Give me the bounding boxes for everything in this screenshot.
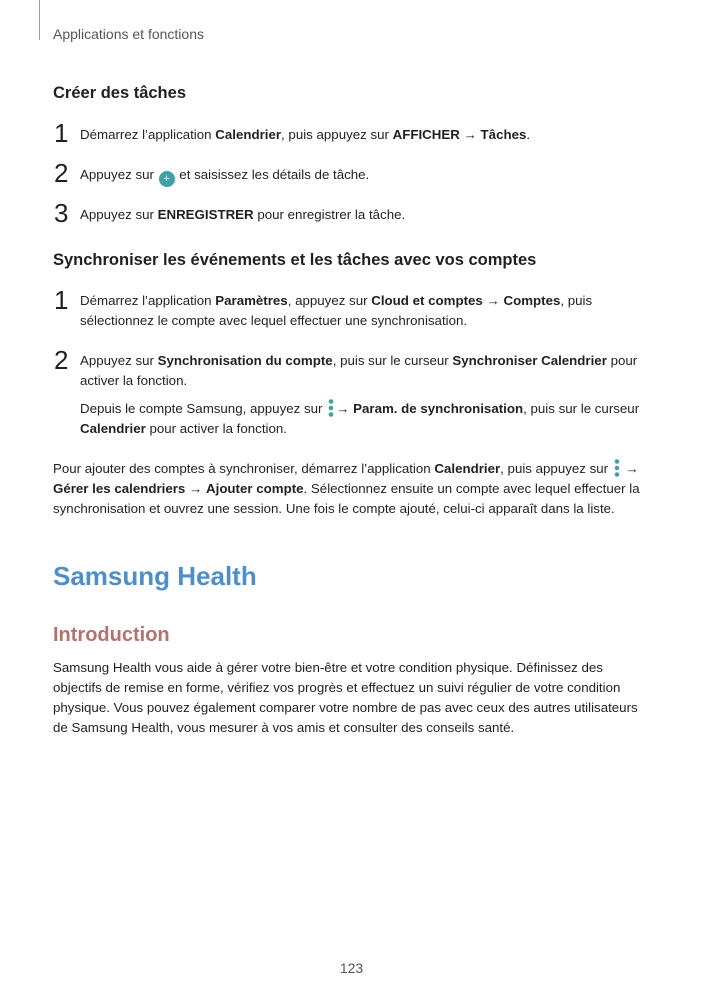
task-step-1: Démarrez l’application Calendrier, puis appuyez sur AFFICHER → Tâches. xyxy=(80,127,531,142)
sync-step-2: Appuyez sur Synchronisation du compte, puis sur le curseur Synchroniser Calendrier pour activer la fonction. xyxy=(80,353,638,388)
header-rule xyxy=(39,0,40,40)
step-number: 3 xyxy=(54,198,69,228)
page-number: 123 xyxy=(339,960,364,976)
introduction-paragraph: Samsung Health vous aide à gérer votre bien-être et votre condition physique. Définissez des objectifs de remise en forme, vérifiez vos progrès et effectuez un suivi régulier de votre condition physique. Vous pouvez également comparer votre nombre de pas avec ceux des autres utilisateurs de Samsung Health, vous mesurer à vos amis et consulter des conseils santé. xyxy=(53,660,638,735)
sync-paragraph: Pour ajouter des comptes à synchroniser, démarrez l’application Calendrier, puis appuyez sur → Gérer les calendriers → Ajouter compte. Sélectionnez ensuite un compte avec lequel effectuer la synchronisation et ouvrez une session. Une fois le compte ajouté, celui-ci apparaît dans la liste. xyxy=(53,458,648,519)
step-number: 2 xyxy=(54,158,69,188)
more-options-icon xyxy=(614,458,620,478)
step-number: 1 xyxy=(54,118,69,148)
step-number: 1 xyxy=(54,285,69,315)
task-step-3: Appuyez sur ENREGISTRER pour enregistrer la tâche. xyxy=(80,207,406,222)
running-header: Applications et fonctions xyxy=(53,26,204,42)
sync-note: Depuis le compte Samsung, appuyez sur → Param. de synchronisation, puis sur le curseur Calendrier pour activer la fonction. xyxy=(80,398,640,439)
task-step-2: Appuyez sur + et saisissez les détails de tâche. xyxy=(80,167,370,185)
more-options-icon xyxy=(328,398,334,418)
chapter-title: Samsung Health xyxy=(53,561,257,591)
step-number: 2 xyxy=(54,345,69,375)
subsection-heading-introduction: Introduction xyxy=(53,624,170,646)
add-icon: + xyxy=(159,171,175,187)
sync-step-1: Démarrez l’application Paramètres, appuyez sur Cloud et comptes → Comptes, puis sélectionnez le compte avec lequel effectuer une synchronisation. xyxy=(80,293,593,328)
section-heading-sync: Synchroniser les événements et les tâches avec vos comptes xyxy=(53,251,537,269)
section-heading-tasks: Créer des tâches xyxy=(53,84,186,102)
